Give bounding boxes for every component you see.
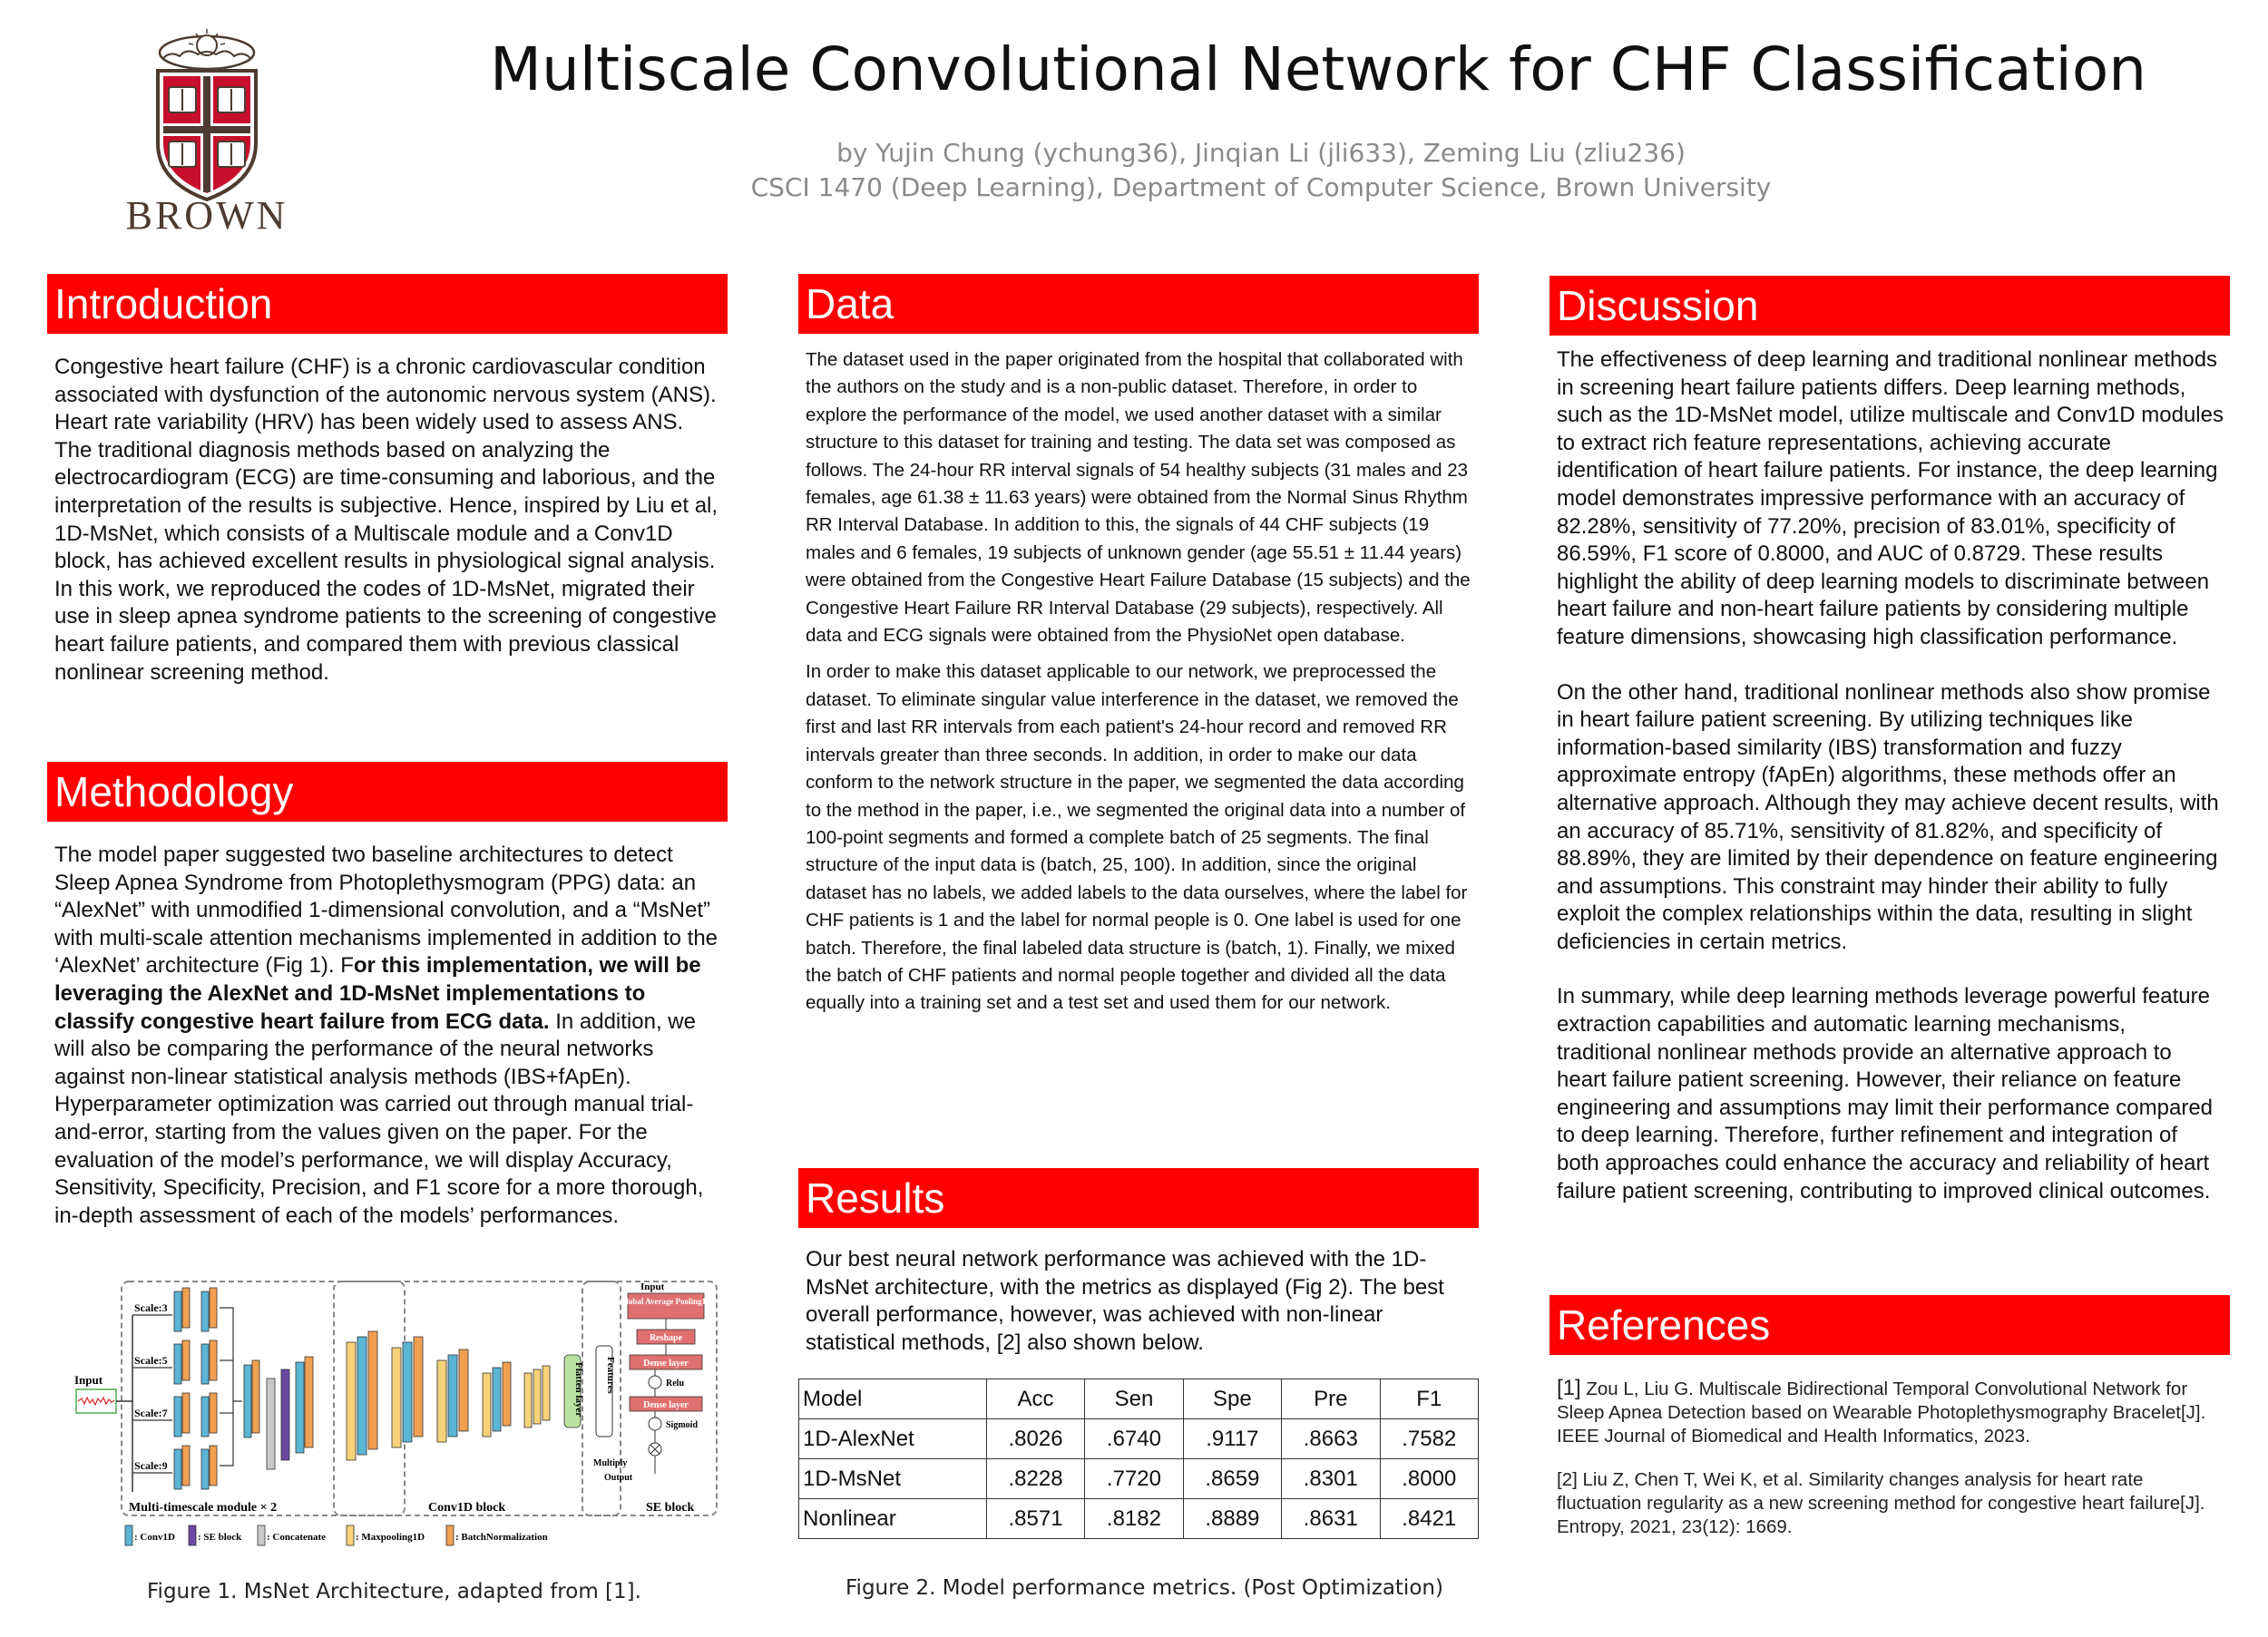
reference-item: [1549, 1377, 2230, 1448]
fig1-se-input: Input: [640, 1281, 665, 1292]
fig1-output: Output: [604, 1473, 633, 1483]
introduction-body: Congestive heart failure (CHF) is a chronic cardiovascular condition associated with dysfunction of the autonomic nervous system (ANS). Heart rate variability (HRV) has been widely used to assess ANS. The traditional diagnosis methods based on analyzing the electrocardiogram (ECG) are time-consuming and laborious, and the interpretation of the results is subjective. Hence, inspired by Liu et al, 1D-MsNet, which consists of a Multiscale module and a Conv1D block, has achieved excellent results in physiological signal analysis. In this work, we reproduced the codes of 1D-MsNet, migrated their use in sleep apnea syndrome patients to the screening of congestive heart failure patients, and compared them with previous classical nonlinear screening method.: [54, 355, 719, 685]
fig1-scale3: Scale:3: [134, 1301, 168, 1314]
metrics-cell: 1D-MsNet: [799, 1459, 987, 1499]
fig1-scale5: Scale:5: [134, 1354, 168, 1367]
metrics-cell: .8889: [1183, 1499, 1281, 1539]
fig1-multiply: Multiply: [593, 1458, 628, 1468]
metrics-cell: .8000: [1380, 1459, 1479, 1499]
poster-title: Multiscale Convolutional Network for CHF Classification: [490, 34, 2147, 104]
data-paragraph-1: The dataset used in the paper originated from the hospital that collaborated with the authors on the study and is a non-public dataset. Therefore, in order to explore the performance of the model, we used another dataset with a similar structure to this dataset for training and testing. The data set was composed as follows. The 24-hour RR interval signals of 54 healthy subjects (31 males and 23 females, age 61.38 ± 11.63 years) were obtained from the Normal Sinus Rhythm RR Interval Database. In addition to this, the signals of 44 CHF subjects (19 males and 6 females, 19 subjects of unknown gender (age 55.51 ± 11.44 years) were obtained from the Congestive Heart Failure Database (15 subjects) and the Congestive Heart Failure RR Interval Database (29 subjects), respectively. All data and ECG signals were obtained from the PhysioNet open database.: [806, 349, 1471, 647]
methodology-text-2: In addition, we will also be comparing the performance of the neural networks against non-linear statistical analysis methods (IBS+fApEn). Hyperparameter optimization was carried out through manual trial-and-error, starting from the values given on the paper. For the evaluation of the model’s performance, we will display Accuracy, Sensitivity, Specificity, Precision, and F1 score for a more thorough, in-depth assessment of each of the models’ performances.: [54, 1009, 704, 1228]
data-paragraph-2: In order to make this dataset applicable to our network, we preprocessed the dataset. To eliminate singular value interference in the dataset, we removed the first and last RR intervals from each patient's 24-hour record and removed RR intervals greater than three seconds. In addition, in order to make our data conform to the network structure in the paper, we segmented the data according to the method in the paper, i.e., we segmented the original data into a number of 100-point segments and formed a complete batch of 25 segments. The final structure of the input data is (batch, 25, 100). In addition, since the original dataset has no labels, we added labels to the data ourselves, where the label for CHF patients is 1 and the label for normal people is 0. One label is used for one batch. Therefore, the final labeled data structure is (batch, 1). Finally, we mixed the batch of CHF patients and normal people together and divided all the data equally into a training set and a test set and used them for our network.: [806, 661, 1468, 1014]
results-section: [798, 1168, 1479, 1357]
methodology-text-1: The model paper suggested two baseline architectures to detect Sleep Apnea Syndrome from Photoplethysmogram (PPG) data: an “AlexNet” with unmodified 1-dimensional convolution, and a “MsNet” with multi-scale attention mechanisms implemented in addition to the ‘AlexNet’ architecture (Fig 1). F: [54, 843, 719, 979]
metrics-cell: .7720: [1085, 1459, 1183, 1499]
figure1-caption: Figure 1. MsNet Architecture, adapted from [1].: [147, 1580, 641, 1603]
fig1-legend-bn: : BatchNormalization: [455, 1532, 548, 1543]
metrics-cell: .8301: [1282, 1459, 1380, 1499]
reference-number: [2]: [1557, 1469, 1578, 1490]
fig1-legend: [125, 1525, 548, 1545]
metrics-col-header: Sen: [1085, 1379, 1183, 1419]
fig1-dense1: Dense layer: [643, 1359, 689, 1369]
fig1-conv-block-label: Conv1D block: [428, 1501, 506, 1515]
metrics-cell: Nonlinear: [799, 1499, 987, 1539]
results-heading: Results: [798, 1168, 1479, 1228]
metrics-col-header: Model: [799, 1379, 987, 1419]
introduction-heading: Introduction: [47, 274, 728, 334]
reference-text: Liu Z, Chen T, Wei K, et al. Similarity changes analysis for heart rate fluctuation regularity as a new screening method for congestive heart failure[J]. Entropy, 2021, 23(12): 1669.: [1557, 1469, 2205, 1537]
references-heading: References: [1549, 1295, 2230, 1355]
data-heading: Data: [798, 274, 1479, 334]
metrics-col-header: F1: [1380, 1379, 1479, 1419]
fig1-features-label: Features: [605, 1357, 616, 1394]
methodology-section: [47, 762, 728, 1230]
fig1-dense2: Dense layer: [643, 1400, 689, 1410]
methodology-heading: Methodology: [47, 762, 728, 822]
metrics-cell: 1D-AlexNet: [799, 1419, 987, 1459]
metrics-cell: .8659: [1183, 1459, 1281, 1499]
metrics-cell: .8421: [1380, 1499, 1479, 1539]
figure2-caption: Figure 2. Model performance metrics. (Post Optimization): [846, 1576, 1443, 1600]
discussion-heading: Discussion: [1549, 276, 2230, 336]
logo-wordmark: BROWN: [125, 193, 288, 238]
fig1-reshape: Reshape: [649, 1333, 683, 1343]
fig1-scale-blocks: [174, 1288, 217, 1489]
metrics-cell: .7582: [1380, 1419, 1479, 1459]
fig1-conv1d-block: [347, 1331, 550, 1460]
fig1-se-block-label: SE block: [646, 1501, 695, 1515]
fig1-legend-conv: : Conv1D: [134, 1532, 175, 1543]
fig1-module-label: Multi-timescale module × 2: [129, 1501, 278, 1515]
metrics-cell: .8228: [986, 1459, 1084, 1499]
fig1-input-label: Input: [74, 1373, 103, 1387]
fig1-flatten-label: Flatten layer: [573, 1362, 584, 1418]
table-row: [799, 1499, 1479, 1539]
metrics-header-row: [799, 1379, 1479, 1419]
fig1-scale7: Scale:7: [134, 1407, 168, 1419]
fig1-legend-pool: : Maxpooling1D: [356, 1532, 425, 1543]
metrics-cell: .8182: [1085, 1499, 1183, 1539]
metrics-cell: .9117: [1183, 1419, 1281, 1459]
introduction-section: [47, 274, 728, 687]
fig1-relu: Relu: [666, 1379, 684, 1389]
msnet-architecture-figure: [74, 1279, 720, 1578]
reference-number: [1]: [1557, 1376, 1581, 1400]
metrics-col-header: Spe: [1183, 1379, 1281, 1419]
metrics-cell: .6740: [1085, 1419, 1183, 1459]
reference-text: Zou L, Liu G. Multiscale Bidirectional Temporal Convolutional Network for Sleep Apnea Detection based on Wearable Photoplethysmography Bracelet[J]. IEEE Journal of Biomedical and Health Informatics, 2023.: [1557, 1379, 2206, 1447]
fig1-legend-concat: : Concatenate: [267, 1532, 327, 1543]
metrics-table: [798, 1379, 1479, 1539]
discussion-section: [1549, 276, 2230, 1205]
table-row: [799, 1459, 1479, 1499]
metrics-cell: .8631: [1282, 1499, 1380, 1539]
discussion-paragraph-1: The effectiveness of deep learning and traditional nonlinear methods in screening heart failure patients differs. Deep learning methods, such as the 1D-MsNet model, utilize multiscale and Conv1D modules to extract rich feature representations, achieving accurate identification of heart failure patients. For instance, the deep learning model demonstrates impressive performance with an accuracy of 82.28%, sensitivity of 77.20%, precision of 83.01%, specificity of 86.59%, F1 score of 0.8000, and AUC of 0.8729. These results highlight the ability of deep learning models to discriminate between heart failure and non-heart failure patients by considering multiple feature dimensions, showcasing high classification performance.: [1557, 347, 2224, 649]
methodology-body: [47, 842, 728, 1230]
metrics-cell: .8026: [986, 1419, 1084, 1459]
authors-line: by Yujin Chung (ychung36), Jinqian Li (jli633), Zeming Liu (zliu236): [836, 138, 1686, 168]
references-section: [1549, 1295, 2230, 1559]
affiliation-line: CSCI 1470 (Deep Learning), Department of Computer Science, Brown University: [750, 172, 1772, 202]
methodology-bold-text: or this implementation, we will be leveraging the AlexNet and 1D-MsNet implementations to classify congestive heart failure from ECG data.: [54, 953, 701, 1034]
fig1-scale9: Scale:9: [134, 1459, 168, 1472]
data-section: [798, 274, 1479, 1018]
reference-item: [1549, 1468, 2230, 1539]
fig1-sigmoid: Sigmoid: [666, 1420, 699, 1430]
metrics-col-header: Acc: [986, 1379, 1084, 1419]
fig1-legend-se: : SE block: [198, 1532, 242, 1543]
discussion-paragraph-2: On the other hand, traditional nonlinear methods also show promise in heart failure patient screening. By utilizing techniques like information-based similarity (IBS) transformation and fuzzy approximate entropy (fApEn) algorithms, these methods offer an alternative approach. Although they may achieve decent results, with an accuracy of 85.71%, sensitivity of 81.82%, and specificity of 88.89%, they are limited by their dependence on feature engineering and assumptions. This constraint may hinder their ability to fully exploit the complex relationships within the data, resulting in slight deficiencies in certain metrics.: [1557, 679, 2219, 954]
metrics-col-header: Pre: [1282, 1379, 1380, 1419]
table-row: [799, 1419, 1479, 1459]
metrics-cell: .8663: [1282, 1419, 1380, 1459]
results-body: Our best neural network performance was achieved with the 1D-MsNet architecture, with the metrics as displayed (Fig 2). The best overall performance, however, was achieved with non-linear statistical methods, [2] also shown below.: [806, 1247, 1444, 1355]
fig1-gap: Global Average Pooling1D: [620, 1297, 712, 1306]
metrics-cell: .8571: [986, 1499, 1084, 1539]
discussion-paragraph-3: In summary, while deep learning methods leverage powerful feature extraction capabilities and automatic learning mechanisms, traditional nonlinear methods provide an alternative approach to heart failure patient screening. However, their reliance on feature engineering and assumptions may limit their performance compared to deep learning. Therefore, further refinement and integration of both approaches could enhance the accuracy and reliability of heart failure patient screening, contributing to improved clinical outcomes.: [1557, 984, 2214, 1203]
